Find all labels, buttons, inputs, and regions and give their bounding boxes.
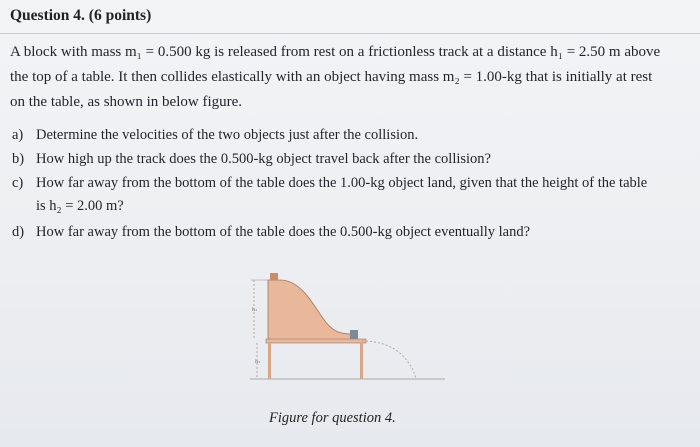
part-b	[12, 151, 491, 168]
part-a	[12, 127, 418, 144]
h1-label: h₁	[252, 307, 258, 313]
figure-caption: Figure for question 4.	[269, 410, 396, 426]
block-m1	[270, 273, 278, 280]
part-d	[12, 224, 530, 241]
intro-line-3: on the table, as shown in below figure.	[10, 94, 243, 110]
projectile-path	[362, 341, 416, 378]
table-top	[266, 339, 366, 343]
part-d-text: How far away from the bottom of the table does the 0.500-kg object eventually land?	[36, 224, 531, 240]
table-leg-left	[268, 343, 271, 379]
intro-line-2: the top of a table. It then collides elastically with an object having mass m₂ = 1.00-kg that is initially at rest	[10, 69, 653, 85]
part-a-label: a)	[12, 127, 24, 143]
table-leg-right	[360, 343, 363, 379]
question-title: Question 4. (6 points)	[10, 7, 152, 24]
part-c-cont-text: is h₂ = 2.00 m?	[36, 198, 124, 214]
h2-label: h₂	[255, 359, 261, 365]
part-c-continued	[12, 198, 124, 215]
part-b-label: b)	[12, 151, 25, 167]
intro-line-1: A block with mass m₁ = 0.500 kg is released from rest on a frictionless track at a distance h₁ = 2.50 m above	[10, 44, 661, 60]
part-c-label: c)	[12, 175, 24, 191]
header-divider	[0, 33, 700, 34]
part-c-text: How far away from the bottom of the table does the 1.00-kg object land, given that the height of the table	[36, 175, 648, 191]
part-d-label: d)	[12, 224, 25, 240]
frictionless-track	[268, 280, 352, 340]
part-a-text: Determine the velocities of the two objects just after the collision.	[36, 127, 419, 143]
part-c	[12, 175, 647, 192]
part-b-text: How high up the track does the 0.500-kg object travel back after the collision?	[36, 151, 491, 167]
object-m2	[350, 330, 358, 339]
question-intro	[10, 40, 686, 115]
track-table-figure	[240, 262, 450, 392]
